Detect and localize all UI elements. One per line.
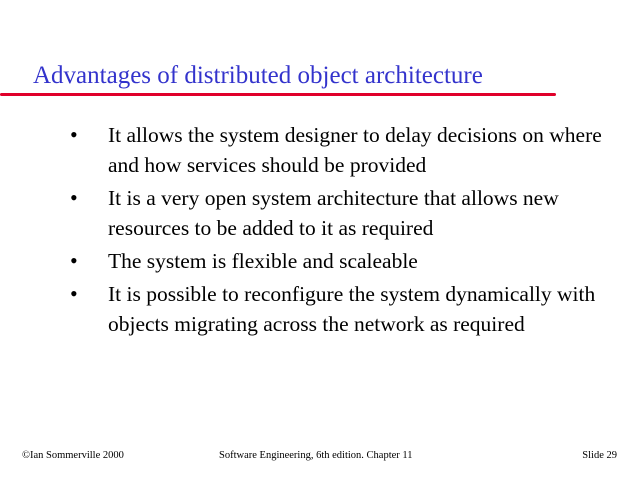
- bullet-icon: •: [70, 122, 78, 147]
- footer-slide-number: Slide 29: [582, 450, 617, 461]
- bullet-text: It allows the system designer to delay decisions on where and how services should be provided: [108, 123, 602, 177]
- slide-title: Advantages of distributed object architecture: [33, 62, 483, 89]
- bullet-item: [0, 183, 608, 243]
- bullet-icon: •: [70, 185, 78, 210]
- bullet-icon: •: [70, 281, 78, 306]
- bullet-icon: •: [70, 248, 78, 273]
- bullet-text: It is a very open system architecture that allows new resources to be added to it as required: [108, 186, 559, 240]
- bullet-text: The system is flexible and scaleable: [108, 249, 418, 273]
- bullet-item: [0, 246, 608, 276]
- bullet-list: [0, 120, 638, 342]
- title-underline-rule: [0, 93, 556, 96]
- bullet-item: [0, 120, 608, 180]
- footer-copyright: ©Ian Sommerville 2000: [22, 450, 124, 461]
- bullet-text: It is possible to reconfigure the system dynamically with objects migrating across the network as required: [108, 282, 596, 336]
- bullet-item: [0, 279, 608, 339]
- footer-book-title: Software Engineering, 6th edition. Chapter 11: [219, 450, 413, 461]
